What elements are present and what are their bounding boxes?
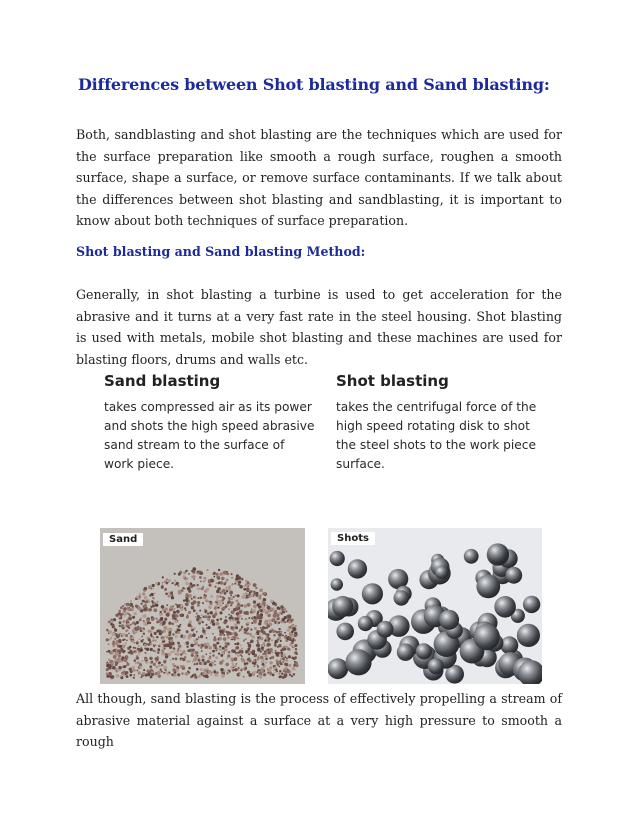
shot-blasting-description: takes the centrifugal force of the high speed rotating disk to shot the steel shots to the work piece surface. [336, 400, 537, 471]
sand-blasting-description: takes compressed air as its power and shots the high speed abrasive sand stream to the surface of work piece. [104, 400, 315, 471]
sand-photo-label: Sand [103, 533, 143, 546]
sand-photo [100, 528, 305, 684]
method-paragraph: Generally, in shot blasting a turbine is used to get acceleration for the abrasive and it turns at a very fast rate in the steel housing. Shot blasting is used with metals, mobile shot blasting and these machines are used for blasting floors, drums and walls etc. [76, 287, 562, 367]
shots-photo [328, 528, 542, 684]
closing-paragraph: All though, sand blasting is the process of effectively propelling a stream of abrasive material against a surface at a very high pressure to smooth a rough [76, 691, 562, 749]
shots-photo-label: Shots [331, 532, 375, 545]
page-title: Differences between Shot blasting and Sand blasting: [78, 75, 550, 94]
shot-blasting-heading: Shot blasting [336, 372, 449, 390]
intro-paragraph: Both, sandblasting and shot blasting are the techniques which are used for the surface preparation like smooth a rough surface, roughen a smooth surface, shape a surface, or remove surface contaminants. If we talk about the differences between shot blasting and sandblasting, it is important to know about both techniques of surface preparation. [76, 127, 562, 228]
method-heading: Shot blasting and Sand blasting Method: [76, 244, 366, 259]
sand-blasting-heading: Sand blasting [104, 372, 221, 390]
comparison-figure [100, 368, 542, 684]
